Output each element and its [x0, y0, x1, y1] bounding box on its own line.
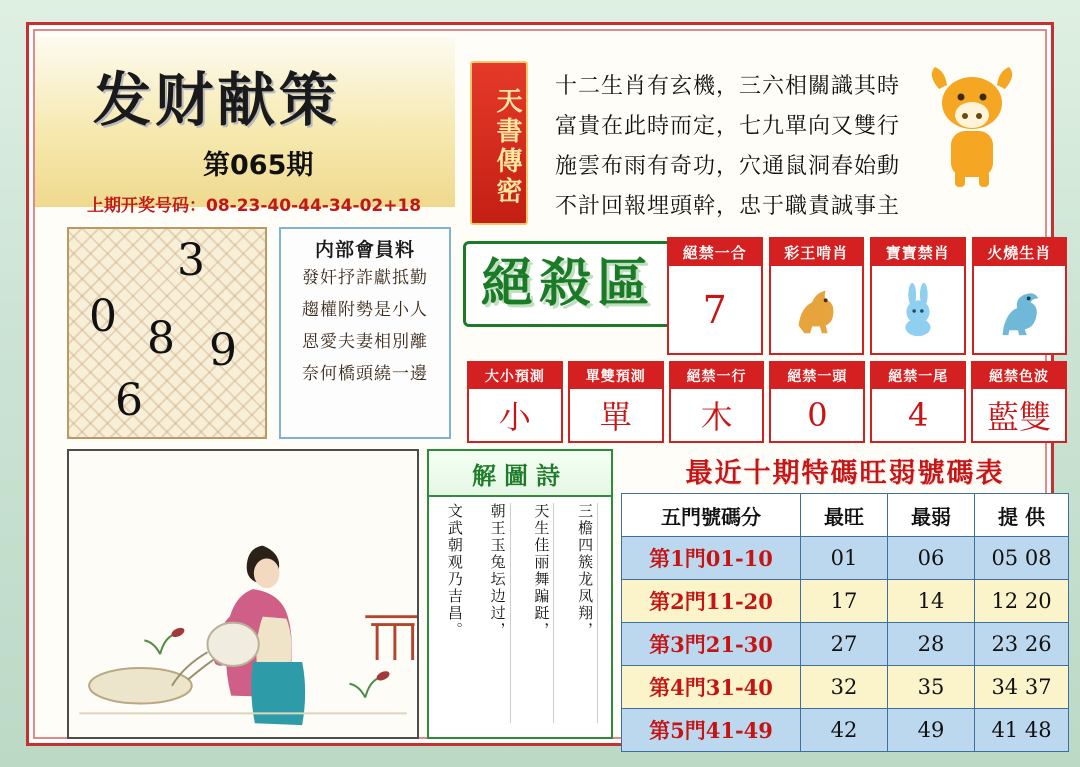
table-row: [622, 580, 1069, 623]
table-row: [622, 537, 1069, 580]
jie-tu-shi-title: 解圖詩: [429, 451, 611, 497]
prediction-card: [467, 361, 563, 443]
zodiac-card-value: [771, 266, 863, 353]
grid-number: 3: [177, 235, 205, 286]
table-row: [622, 666, 1069, 709]
poem-line: 十二生肖有玄機，三六相關識其時: [555, 74, 901, 99]
zodiac-card-header: 彩王啃肖: [771, 239, 863, 266]
member-box-title: 内部會員料: [314, 239, 415, 261]
poem-line: 不計回報埋頭幹，忠于職責誠事主: [555, 194, 901, 219]
table-header-cell: 提 供: [975, 494, 1069, 537]
zodiac-card: [667, 237, 763, 355]
stats-table: [621, 493, 1069, 752]
prediction-card-header: 絕禁色波: [973, 363, 1065, 389]
jie-tu-shi-line: 朝王玉兔坛边过，: [485, 503, 511, 723]
jue-sha-qu-label: 絕殺區: [463, 241, 673, 327]
prediction-card-value: 小: [498, 398, 531, 436]
jie-tu-shi-line: 文武朝观乃吉昌。: [445, 503, 464, 639]
table-cell-offer: 05 08: [975, 537, 1069, 580]
grid-number: 8: [147, 313, 175, 364]
table-cell-offer: 23 26: [975, 623, 1069, 666]
stats-table-title: 最近十期特碼旺弱號碼表: [685, 458, 1005, 489]
issue-number: 第065期: [203, 150, 314, 181]
table-cell-gate: 第4門31-40: [622, 666, 801, 709]
table-cell-hot: 42: [801, 709, 888, 752]
prediction-card-value: 單: [599, 398, 632, 436]
table-cell-hot: 17: [801, 580, 888, 623]
prediction-card-value: 木: [700, 398, 733, 436]
tianshu-banner: 天書傳密: [470, 61, 528, 225]
prediction-card: [971, 361, 1067, 443]
illustration-panel: [67, 449, 419, 739]
zodiac-card-header: 火燒生肖: [974, 239, 1066, 266]
poster-inner-frame: [33, 29, 1052, 743]
table-cell-cold: 28: [888, 623, 975, 666]
prediction-card: [769, 361, 865, 443]
member-info-box: [279, 227, 451, 439]
lucky-number-grid: [67, 227, 267, 439]
prediction-card-header: 絕禁一頭: [771, 363, 863, 389]
jie-tu-shi-columns: [429, 497, 611, 729]
prediction-card: [870, 361, 966, 443]
zodiac-card-header: 絕禁一合: [669, 239, 761, 266]
member-box-line: 奈何橋頭繞一邊: [302, 364, 428, 384]
previous-draw-numbers: 上期开奖号码：08-23-40-44-34-02+18: [87, 196, 422, 216]
grid-number: 6: [115, 375, 143, 426]
poem-line: 施雲布雨有奇功，穴通鼠洞春始動: [555, 154, 901, 179]
table-cell-offer: 34 37: [975, 666, 1069, 709]
zodiac-card-header: 寶寶禁肖: [872, 239, 964, 266]
prediction-card-value: 藍雙: [987, 398, 1052, 436]
member-box-line: 發奸抒詐獻抵勤: [302, 268, 428, 288]
table-cell-cold: 35: [888, 666, 975, 709]
table-cell-offer: 12 20: [975, 580, 1069, 623]
prediction-card-header: 絕禁一行: [671, 363, 763, 389]
zodiac-card-value: [872, 266, 964, 353]
poem-line: 富貴在此時而定，七九單向又雙行: [555, 114, 901, 139]
woman-with-bowl-illustration: [69, 451, 417, 737]
prediction-card: [568, 361, 664, 443]
table-header-cell: 最旺: [801, 494, 888, 537]
table-cell-gate: 第1門01-10: [622, 537, 801, 580]
grid-number: 0: [89, 291, 117, 342]
table-row: [622, 709, 1069, 752]
grid-number: 9: [209, 325, 237, 376]
table-cell-hot: 27: [801, 623, 888, 666]
prediction-card-value: 0: [807, 396, 828, 434]
header: [35, 31, 1045, 219]
member-box-line: 恩愛夫妻相別離: [302, 332, 428, 352]
prediction-card-header: 單雙預測: [570, 363, 662, 389]
table-header-row: [622, 494, 1069, 537]
table-cell-gate: 第2門11-20: [622, 580, 801, 623]
page-title: 发财献策: [93, 66, 342, 134]
table-cell-gate: 第3門21-30: [622, 623, 801, 666]
jie-tu-shi-panel: [427, 449, 613, 739]
table-cell-hot: 32: [801, 666, 888, 709]
horse-icon: [787, 281, 845, 339]
prediction-card-header: 絕禁一尾: [872, 363, 964, 389]
prediction-card: [669, 361, 765, 443]
jie-tu-shi-line: 天生佳丽舞蹁跹，: [528, 503, 554, 723]
table-header-cell: 五門號碼分: [622, 494, 801, 537]
rabbit-icon: [889, 281, 947, 339]
table-cell-offer: 41 48: [975, 709, 1069, 752]
table-cell-gate: 第5門41-49: [622, 709, 801, 752]
zodiac-card-value: 7: [702, 287, 727, 332]
zodiac-card: [769, 237, 865, 355]
dragon-icon: [990, 281, 1048, 339]
prediction-card-value: 4: [908, 396, 929, 434]
zodiac-card-value: [974, 266, 1066, 353]
table-cell-cold: 14: [888, 580, 975, 623]
zodiac-card: [972, 237, 1068, 355]
ox-mascot-icon: [917, 59, 1027, 189]
member-box-line: 趨權附勢是小人: [302, 300, 428, 320]
zodiac-card: [870, 237, 966, 355]
prediction-card-row: [467, 361, 1067, 443]
table-row: [622, 623, 1069, 666]
table-cell-hot: 01: [801, 537, 888, 580]
table-cell-cold: 06: [888, 537, 975, 580]
jie-tu-shi-line: 三檐四簇龙凤翔，: [572, 503, 598, 723]
poster-outer-frame: [26, 22, 1054, 746]
zodiac-card-row: [667, 237, 1067, 355]
table-cell-cold: 49: [888, 709, 975, 752]
table-header-cell: 最弱: [888, 494, 975, 537]
prediction-card-header: 大小預測: [469, 363, 561, 389]
